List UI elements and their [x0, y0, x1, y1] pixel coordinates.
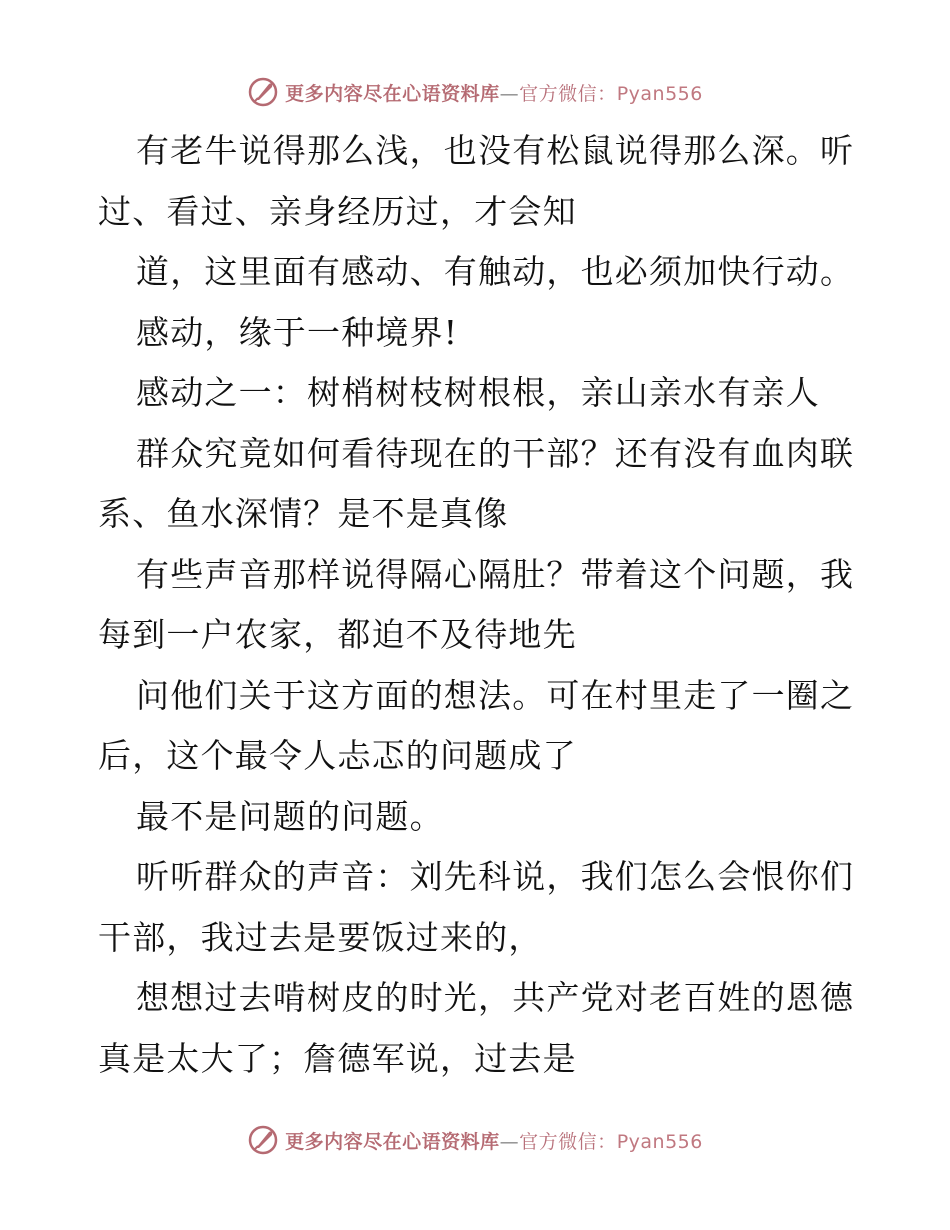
document-body: [98, 121, 858, 1089]
watermark-wechat-label: 官方微信：: [519, 1130, 617, 1153]
header-watermark: [0, 72, 950, 112]
quill-logo-icon: [247, 76, 279, 108]
body-line: 过、看过、亲身经历过，才会知: [98, 191, 577, 231]
watermark-wechat-id: Pyan556: [616, 1130, 703, 1153]
footer-watermark: [0, 1120, 950, 1160]
body-line: 有些声音那样说得隔心隔肚？带着这个问题，我: [136, 554, 855, 594]
body-line: 真是太大了；詹德军说，过去是: [98, 1038, 577, 1078]
body-line: 问他们关于这方面的想法。可在村里走了一圈之: [136, 675, 855, 715]
body-line: 道，这里面有感动、有触动，也必须加快行动。: [136, 252, 855, 291]
body-line: 听听群众的声音：刘先科说，我们怎么会恨你们: [136, 857, 855, 896]
watermark-text: [285, 1127, 703, 1154]
body-line: 干部，我过去是要饭过来的，: [98, 917, 543, 957]
watermark-separator: —: [499, 1130, 520, 1153]
body-line: 群众究竟如何看待现在的干部？还有没有血肉联: [136, 433, 855, 473]
body-line: 感动，缘于一种境界!: [136, 312, 459, 352]
body-line: 感动之一：树梢树枝树根根，亲山亲水有亲人: [136, 373, 820, 412]
body-line: 最不是问题的问题。: [136, 796, 444, 836]
body-line: 后，这个最令人忐忑的问题成了: [98, 736, 577, 775]
watermark-main: 更多内容尽在心语资料库: [285, 1130, 500, 1153]
watermark-text: [285, 79, 703, 106]
quill-logo-icon: [247, 1124, 279, 1156]
watermark-separator: —: [499, 82, 520, 105]
body-line: 每到一户农家，都迫不及待地先: [98, 615, 577, 654]
body-line: 系、鱼水深情？是不是真像: [98, 494, 509, 533]
watermark-main: 更多内容尽在心语资料库: [285, 82, 500, 105]
watermark-wechat-label: 官方微信：: [519, 82, 617, 105]
body-line: 有老牛说得那么浅，也没有松鼠说得那么深。听: [136, 131, 855, 170]
body-line: 想想过去啃树皮的时光，共产党对老百姓的恩德: [136, 978, 855, 1017]
watermark-wechat-id: Pyan556: [616, 82, 703, 105]
